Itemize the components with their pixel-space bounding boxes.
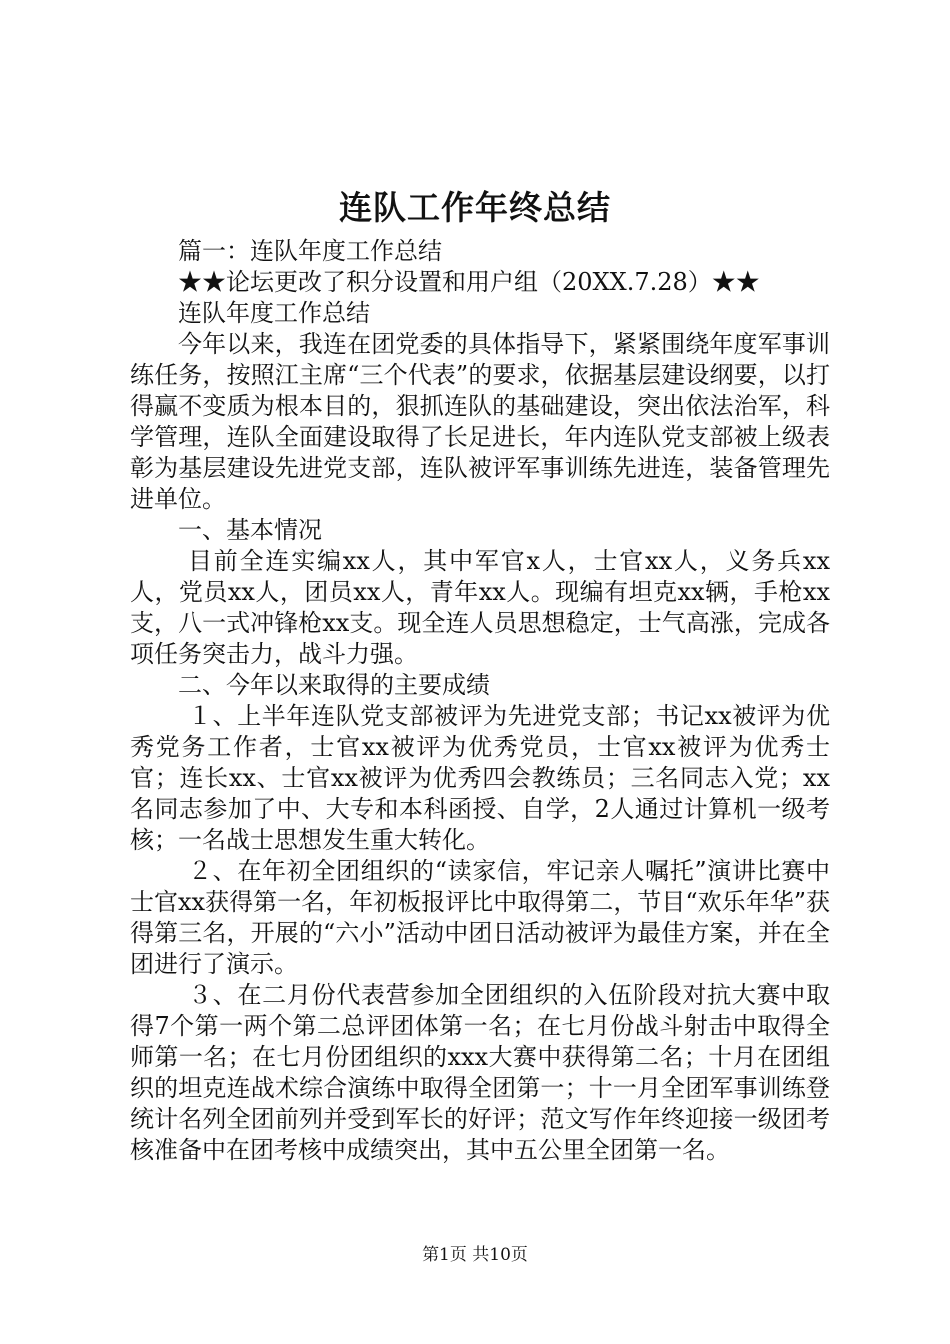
heading-basic-situation: 一、基本情况 [178,516,322,544]
intro-paragraph: 今年以来，我连在团党委的具体指导下，紧紧围绕年度军事训练任务，按照江主席“三个代表”的要求，依据基层建设纲要，以打得赢不变质为根本目的，狠抓连队的基础建设，突出依法治军，科学管理，连队全面建设取得了长足进长，年内连队党支部被上级表彰为基层建设先进党支部，连队被评军事训练先进连，装备管理先进单位。 [130,330,830,513]
document-body [130,236,830,1166]
achievement-item-3: ３、在二月份代表营参加全团组织的入伍阶段对抗大赛中取得7个第一两个第二总评团体第一名；在七月份战斗射击中取得全师第一名；在七月份团组织的xxx大赛中获得第二名；十月在团组织的坦克连战术综合演练中取得全团第一；十一月全团军事训练登统计名列全团前列并受到军长的好评；范文写作年终迎接一级团考核准备中在团考核中成绩突出，其中五公里全团第一名。 [130,981,830,1164]
document-title: 连队工作年终总结 [339,188,611,227]
basic-situation-paragraph: 目前全连实编xx人，其中军官x人，士官xx人，义务兵xx人，党员xx人，团员xx人，青年xx人。现编有坦克xx辆，手枪xx支，八一式冲锋枪xx支。现全连人员思想稳定，士气高涨，完成各项任务突击力，战斗力强。 [130,547,830,668]
page-footer: 第1页 共10页 [422,1245,528,1265]
achievement-item-2: ２、在年初全团组织的“读家信，牢记亲人嘱托”演讲比赛中士官xx获得第一名，年初板报评比中取得第二，节目“欢乐年华”获得第三名，开展的“六小”活动中团日活动被评为最佳方案，并在全团进行了演示。 [130,857,830,978]
forum-notice: ★★论坛更改了积分设置和用户组（20XX.7.28）★★ [178,268,760,296]
section-title: 连队年度工作总结 [178,299,370,327]
heading-achievements: 二、今年以来取得的主要成绩 [178,671,490,699]
achievement-item-1: １、上半年连队党支部被评为先进党支部；书记xx被评为优秀党务工作者，士官xx被评为优秀党员，士官xx被评为优秀士官；连长xx、士官xx被评为优秀四会教练员；三名同志入党；xx名同志参加了中、大专和本科函授、自学，2人通过计算机一级考核；一名战士思想发生重大转化。 [130,702,830,854]
chapter-heading: 篇一：连队年度工作总结 [178,237,442,265]
